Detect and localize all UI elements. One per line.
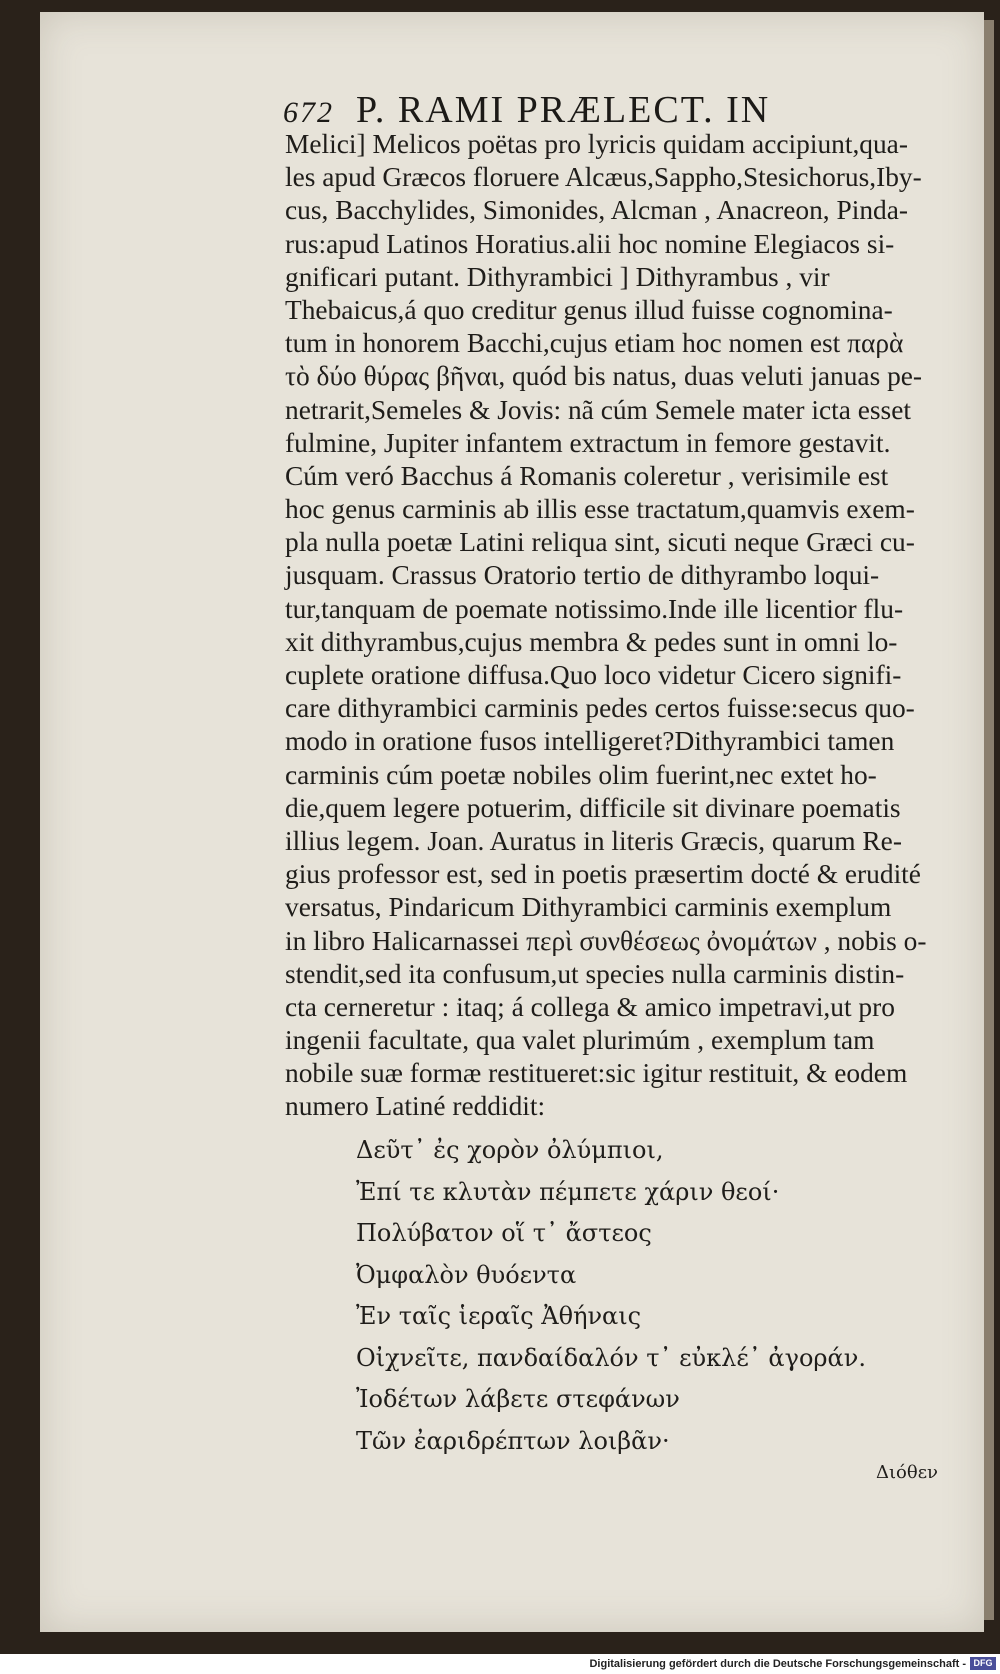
running-title: P. RAMI PRÆLECT. IN [356, 89, 771, 131]
verse-line: Οἰχνεῖτε, πανδαίδαλόν τ᾽ εὐκλέ᾽ ἀγοράν. [356, 1343, 866, 1372]
text-line: tum in honorem Bacchi,cujus etiam hoc nomen est παρὰ [285, 328, 904, 359]
text-line: versatus, Pindaricum Dithyrambici carminis exemplum [285, 892, 892, 923]
verse-line: Πολύβατον οἵ τ᾽ ἄστεος [356, 1219, 652, 1247]
text-line: Melici] Melicos poëtas pro lyricis quidam accipiunt,qua- [285, 129, 908, 159]
text-line: numero Latiné reddidit: [285, 1091, 546, 1122]
running-head [283, 88, 933, 132]
text-line: stendit,sed ita confusum,ut species nulla carminis distin- [285, 958, 905, 989]
verse-line: Ἰοδέτων λάβετε στεφάνων [356, 1385, 680, 1413]
text-line: netrarit,Semeles & Jovis: nã cúm Semele mater icta esset [285, 394, 911, 425]
verse-line: Τῶν ἐαριδρέπτων λοιβᾶν· [356, 1426, 670, 1455]
text-line: Cúm veró Bacchus á Romanis coleretur , verisimile est [285, 460, 889, 491]
catchword: Διόθεν [876, 1462, 938, 1483]
verse-line: Ἐπί τε κλυτὰν πέμπετε χάριν θεοί· [356, 1177, 780, 1206]
text-line: les apud Græcos floruere Alcæus,Sappho,Stesichorus,Iby- [285, 162, 922, 193]
verse-line: Ὀμφαλὸν θυόεντα [356, 1260, 577, 1289]
text-line: carminis cúm poetæ nobiles olim fuerint,nec extet ho- [285, 759, 877, 790]
verse-line: Ἐν ταῖς ἱεραῖς Ἀθήναις [356, 1302, 642, 1330]
text-line: nobile suæ formæ restitueret:sic igitur restituit, & eodem [285, 1058, 908, 1089]
text-line: cta cerneretur : itaq; á collega & amico impetravi,ut pro [285, 991, 895, 1022]
commentary-text [285, 128, 953, 1124]
text-line: Thebaicus,á quo creditur genus illud fuisse cognomina- [285, 294, 893, 325]
text-line: xit dithyrambus,cujus membra & pedes sunt in omni lo- [285, 626, 898, 657]
text-line: gius professor est, sed in poetis præsertim docté & erudité [285, 859, 921, 890]
dfg-logo: DFG [970, 1657, 996, 1670]
text-line: pla nulla poetæ Latini reliqua sint, sicuti neque Græci cu- [285, 527, 915, 558]
text-line: jusquam. Crassus Oratorio tertio de dithyrambo loqui- [285, 560, 880, 591]
text-line: cus, Bacchylides, Simonides, Alcman , Anacreon, Pinda- [285, 195, 909, 226]
digitization-credit: Digitalisierung gefördert durch die Deutsche Forschungsgemeinschaft - [589, 1658, 966, 1670]
text-line: fulmine, Jupiter infantem extractum in femore gestavit. [285, 427, 891, 458]
greek-verse [356, 1130, 916, 1462]
page-edge [984, 20, 994, 1620]
text-line: rus:apud Latinos Horatius.alii hoc nomine Elegiacos si- [285, 228, 895, 259]
text-line: τὸ δύο θύρας βῆναι, quód bis natus, duas veluti januas pe- [285, 361, 923, 392]
text-line: in libro Halicarnassei περὶ συνθέσεως ὀνομάτων , nobis o- [285, 925, 927, 956]
text-line: tur,tanquam de poemate notissimo.Inde ille licentior flu- [285, 593, 904, 624]
text-line: cuplete oratione diffusa.Quo loco videtur Cicero signifi- [285, 660, 902, 690]
text-line: illius legem. Joan. Auratus in literis Græcis, quarum Re- [285, 825, 902, 856]
text-line: hoc genus carminis ab illis esse tractatum,quamvis exem- [285, 494, 915, 525]
text-line: ingenii facultate, qua valet plurimúm , exemplum tam [285, 1025, 875, 1056]
verse-line: Δεῦτ᾽ ἐς χορὸν ὀλύμπιοι, [356, 1136, 664, 1164]
text-line: die,quem legere potuerim, difficile sit divinare poematis [285, 792, 901, 823]
page-number: 672 [283, 96, 334, 129]
text-line: modo in oratione fusos intelligeret?Dithyrambici tamen [285, 726, 895, 757]
text-line: gnificari putant. Dithyrambici ] Dithyrambus , vir [285, 261, 830, 292]
text-line: care dithyrambici carminis pedes certos fuisse:secus quo- [285, 693, 915, 724]
